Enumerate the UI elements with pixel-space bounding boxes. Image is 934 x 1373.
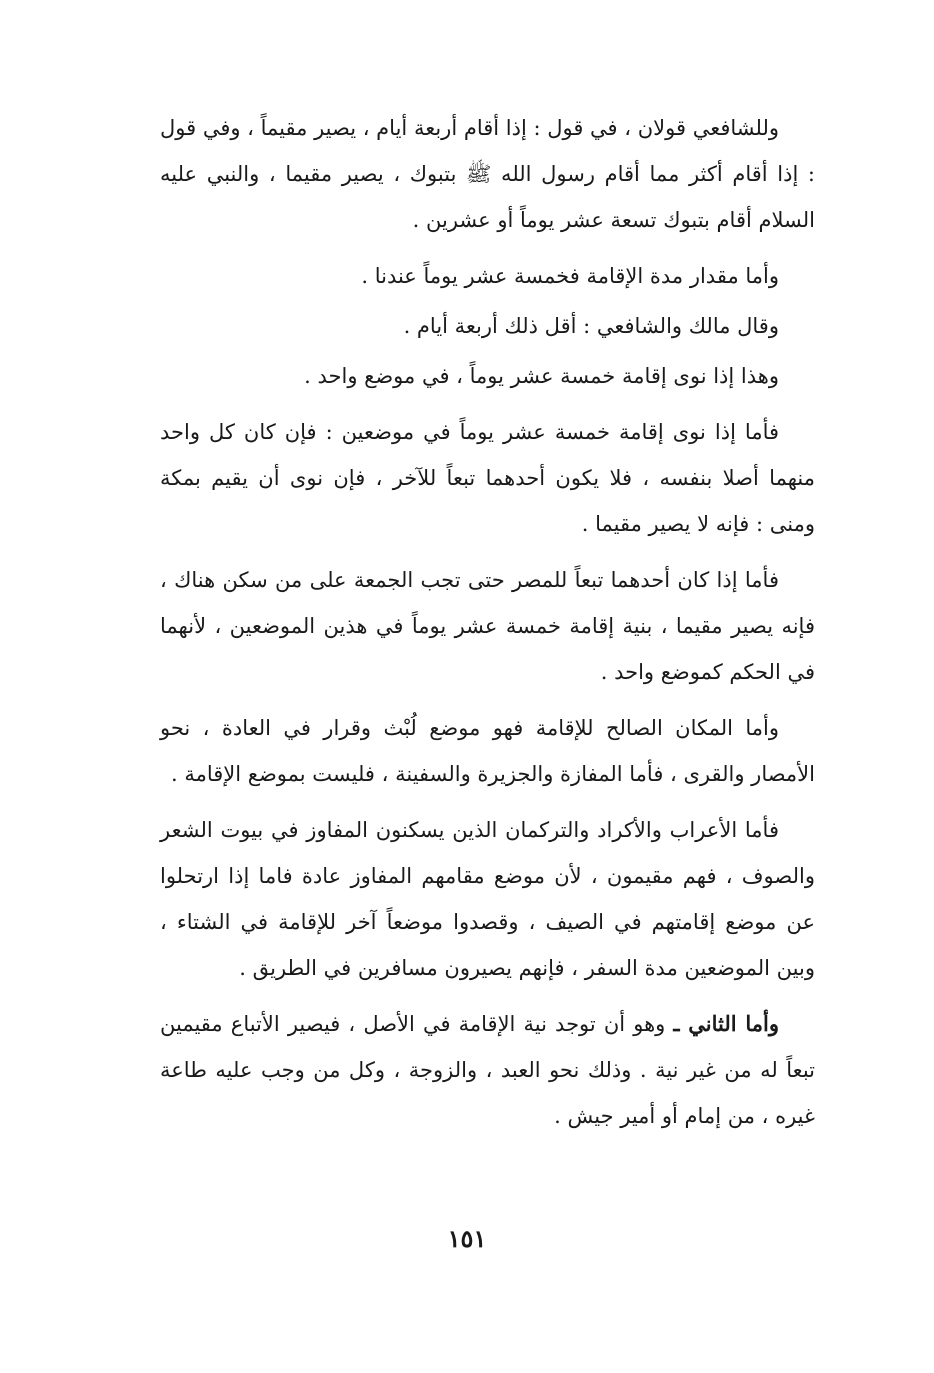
paragraph-suitable-place: وأما المكان الصالح للإقامة فهو موضع لُبْث وقرار في العادة ، نحو الأمصار والقرى ، فأما المفازة والجزيرة والسفينة ، فليست بموضع الإقامة . <box>160 716 815 786</box>
page-number: ١٥١ <box>447 1224 487 1253</box>
paragraph-second-condition <box>160 1001 815 1139</box>
paragraph-body: وهو أن توجد نية الإقامة في الأصل ، فيصير الأتباع مقيمين تبعاً له من غير نية . وذلك نحو العبد ، والزوجة ، وكل من وجب عليه طاعة غيره ، من إمام أو أمير جيش . <box>160 1012 815 1128</box>
paragraph-shafii-two-views: وللشافعي قولان ، في قول : إذا أقام أربعة أيام ، يصير مقيماً ، وفي قول : إذا أقام أكثر مما أقام رسول الله ﷺ بتبوك ، يصير مقيما ، والنبي عليه السلام أقام بتبوك تسعة عشر يوماً أو عشرين . <box>160 116 815 232</box>
paragraph-malik-shafii: وقال مالك والشافعي : أقل ذلك أربعة أيام . <box>403 314 779 338</box>
paragraph-dependent-place: فأما إذا كان أحدهما تبعاً للمصر حتى تجب الجمعة على من سكن هناك ، فإنه يصير مقيما ، بنية إقامة خمسة عشر يوماً في هذين الموضعين ، لأنهما في الحكم كموضع واحد . <box>160 568 815 684</box>
body-text <box>160 105 815 1149</box>
paragraph-two-places: فأما إذا نوى إقامة خمسة عشر يوماً في موضعين : فإن كان كل واحد منهما أصلا بنفسه ، فلا يكون أحدهما تبعاً للآخر ، فإن نوى أن يقيم بمكة ومنى : فإنه لا يصير مقيما . <box>160 420 815 536</box>
paragraph-lead: وأما الثاني ـ <box>673 1011 779 1036</box>
paragraph-nomads: فأما الأعراب والأكراد والتركمان الذين يسكنون المفاوز في بيوت الشعر والصوف ، فهم مقيمون ، لأن موضع مقامهم المفاوز عادة فاما إذا ارتحلوا عن موضع إقامتهم في الصيف ، وقصدوا موضعاً آخر للإقامة في الشتاء ، وبين الموضعين مدة السفر ، فإنهم يصيرون مسافرين في الطريق . <box>160 818 815 980</box>
paragraph-single-place: وهذا إذا نوى إقامة خمسة عشر يوماً ، في موضع واحد . <box>304 364 779 388</box>
paragraph-residence-duration: وأما مقدار مدة الإقامة فخمسة عشر يوماً عندنا . <box>361 264 779 288</box>
